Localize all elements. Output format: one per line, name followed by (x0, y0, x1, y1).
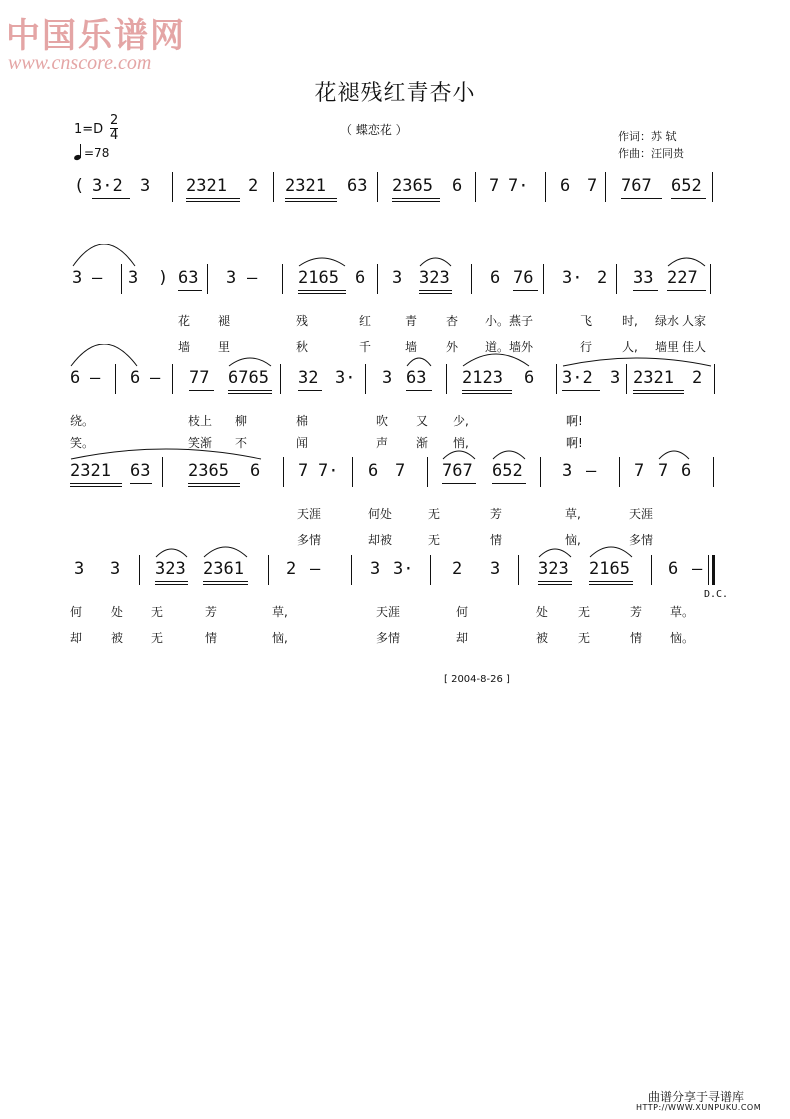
note-group: 652 (671, 176, 702, 196)
lyric-verse-2: 人, (622, 340, 638, 354)
lyric-verse-1: 褪 (218, 314, 231, 328)
note-group: 6 (560, 176, 571, 196)
barline (377, 264, 378, 294)
lyric-verse-2: 情 (205, 631, 218, 645)
lyric-verse-2: 墙里 (655, 340, 680, 354)
note-group: 227 (667, 268, 698, 288)
lyric-verse-1: 处 (111, 605, 124, 619)
rhythm-underline (633, 290, 658, 291)
note-group: 33 (633, 268, 654, 288)
note-group: 3 (140, 176, 151, 196)
lyric-verse-2: 佳人 (682, 340, 707, 354)
lyric-verse-2: 恼。 (670, 631, 695, 645)
rhythm-underline (70, 486, 122, 487)
note-group: 2365 (392, 176, 433, 196)
note-group: 6 (368, 461, 379, 481)
time-signature-top: 2 (110, 113, 119, 128)
rhythm-underline (186, 198, 240, 199)
lyric-verse-1: 天涯 (629, 507, 654, 521)
note-group: 2 (452, 559, 463, 579)
note-group: 323 (155, 559, 186, 579)
note-group: 6 (130, 368, 141, 388)
note-group: 323 (538, 559, 569, 579)
score-row-4 (0, 455, 790, 547)
barline (139, 555, 140, 585)
note-group: 6 (452, 176, 463, 196)
note-group: 3 (490, 559, 501, 579)
lyric-verse-2: 却 (70, 631, 83, 645)
barline (475, 172, 476, 202)
note-group: 3 (382, 368, 393, 388)
slur-arc (70, 344, 138, 368)
rhythm-underline (621, 198, 662, 199)
note-group: 63 (178, 268, 199, 288)
lyric-verse-1: 芳 (490, 507, 503, 521)
score-row-1 (0, 170, 790, 250)
note-group: 63 (406, 368, 427, 388)
rhythm-underline (589, 581, 633, 582)
slur-arc (298, 244, 346, 268)
barline (540, 457, 541, 487)
barline (605, 172, 606, 202)
rhythm-underline (285, 198, 337, 199)
barline (619, 457, 620, 487)
lyric-verse-1: 芳 (630, 605, 643, 619)
note-group: ( (74, 176, 85, 196)
lyric-verse-2: 闻 (296, 436, 309, 450)
lyric-verse-1: 少, (453, 414, 469, 428)
lyric-verse-2: 多情 (376, 631, 401, 645)
rhythm-underline (188, 483, 240, 484)
note-group: 2123 (462, 368, 503, 388)
barline (283, 457, 284, 487)
lyric-verse-2: 墙 (178, 340, 191, 354)
rhythm-underline (188, 486, 240, 487)
lyric-verse-2: 恼, (565, 533, 581, 547)
rhythm-underline (513, 290, 538, 291)
barline (556, 364, 557, 394)
note-group: 63 (347, 176, 368, 196)
lyric-verse-2: 情 (630, 631, 643, 645)
note-group: 3 (610, 368, 621, 388)
lyric-verse-2: 秋 (296, 340, 309, 354)
lyric-verse-1: 棉 (296, 414, 309, 428)
note-group: 3 (128, 268, 139, 288)
lyric-verse-1: 无 (151, 605, 164, 619)
rhythm-underline (589, 584, 633, 585)
note-group: 767 (442, 461, 473, 481)
barline (446, 364, 447, 394)
rhythm-underline (285, 201, 337, 202)
lyric-verse-1: 时, (622, 314, 638, 328)
rhythm-underline (203, 581, 248, 582)
rhythm-underline (492, 483, 526, 484)
rhythm-underline (462, 390, 512, 391)
note-group: 6 (524, 368, 535, 388)
quarter-note-icon (74, 144, 82, 160)
lyric-verse-2: 道。墙外 (485, 340, 534, 354)
note-group: – (92, 268, 103, 288)
note-group: 7 (658, 461, 669, 481)
barline (121, 264, 122, 294)
lyric-verse-2: 却 (456, 631, 469, 645)
rhythm-underline (671, 198, 706, 199)
lyric-verse-1: 花 (178, 314, 191, 328)
lyric-verse-2: 被 (111, 631, 124, 645)
lyric-verse-1: 天涯 (376, 605, 401, 619)
barline (115, 364, 116, 394)
barline (651, 555, 652, 585)
rhythm-underline (462, 393, 512, 394)
note-group: 323 (419, 268, 450, 288)
barline (282, 264, 283, 294)
barline (518, 555, 519, 585)
lyric-verse-1: 飞 (580, 314, 593, 328)
note-group: 7 (395, 461, 406, 481)
note-group: 2 (286, 559, 297, 579)
lyric-verse-2: 啊! (566, 436, 583, 450)
barline (352, 457, 353, 487)
lyric-verse-1: 枝上 (188, 414, 213, 428)
rhythm-underline (562, 390, 600, 391)
lyric-verse-2: 不 (235, 436, 248, 450)
lyric-verse-1: 草。 (670, 605, 695, 619)
lyric-verse-1: 处 (536, 605, 549, 619)
rhythm-underline (667, 290, 706, 291)
lyric-verse-1: 又 (416, 414, 429, 428)
lyric-verse-1: 无 (578, 605, 591, 619)
note-group: 6 (490, 268, 501, 288)
lyric-verse-2: 多情 (297, 533, 322, 547)
barline (268, 555, 269, 585)
rhythm-underline (538, 581, 572, 582)
rhythm-underline (406, 390, 432, 391)
lyric-verse-2: 声 (376, 436, 389, 450)
barline (626, 364, 627, 394)
lyric-verse-1: 红 (359, 314, 372, 328)
note-group: ) (158, 268, 169, 288)
rhythm-underline (392, 201, 440, 202)
lyric-verse-2: 无 (151, 631, 164, 645)
note-group: 6 (70, 368, 81, 388)
rhythm-underline (298, 290, 346, 291)
slur-arc (155, 535, 188, 559)
slur-arc (492, 437, 526, 461)
rhythm-underline (298, 390, 322, 391)
note-group: 3·2 (92, 176, 123, 196)
slur-arc (562, 344, 712, 368)
lyric-verse-2: 行 (580, 340, 593, 354)
lyric-verse-2: 被 (536, 631, 549, 645)
note-group: 3· (335, 368, 356, 388)
lyric-verse-2: 无 (578, 631, 591, 645)
lyric-verse-1: 柳 (235, 414, 248, 428)
barline (714, 364, 715, 394)
note-group: 2165 (298, 268, 339, 288)
note-group: 6 (355, 268, 366, 288)
key-signature: 1=D (74, 122, 104, 137)
lyric-verse-1: 何 (70, 605, 83, 619)
score-row-5 (0, 553, 790, 645)
lyric-verse-1: 绿水 (655, 314, 680, 328)
note-group: 3 (562, 461, 573, 481)
slur-arc (538, 535, 572, 559)
lyric-verse-1: 何处 (368, 507, 393, 521)
note-group: 76 (513, 268, 534, 288)
rhythm-underline (228, 390, 272, 391)
note-group: – (692, 559, 703, 579)
note-group: 3 (226, 268, 237, 288)
lyric-verse-1: 吹 (376, 414, 389, 428)
lyric-verse-1: 啊! (566, 414, 583, 428)
note-group: 2365 (188, 461, 229, 481)
tempo-marking (74, 144, 109, 160)
note-group: 6765 (228, 368, 269, 388)
slur-arc (228, 344, 272, 368)
song-title: 花褪残红青杏小 (314, 81, 476, 106)
double-barline (708, 555, 709, 585)
time-signature (110, 114, 118, 143)
lyric-verse-1: 人家 (682, 314, 707, 328)
slur-arc (406, 344, 432, 368)
lyric-verse-1: 绕。 (70, 414, 95, 428)
rhythm-underline (186, 201, 240, 202)
score-row-3 (0, 362, 790, 450)
barline (710, 264, 711, 294)
lyric-verse-2: 千 (359, 340, 372, 354)
barline (162, 457, 163, 487)
slur-arc (667, 244, 706, 268)
lyric-verse-1: 杏 (446, 314, 459, 328)
barline (430, 555, 431, 585)
note-group: 767 (621, 176, 652, 196)
rhythm-underline (130, 483, 152, 484)
lyric-verse-2: 渐 (416, 436, 429, 450)
note-group: 3 (370, 559, 381, 579)
slur-arc (442, 437, 476, 461)
note-group: 2321 (285, 176, 326, 196)
rhythm-underline (203, 584, 248, 585)
rhythm-underline (70, 483, 122, 484)
note-group: 7 (489, 176, 500, 196)
slur-arc (70, 437, 262, 461)
lyric-verse-2: 多情 (629, 533, 654, 547)
note-group: 2321 (633, 368, 674, 388)
barline (172, 364, 173, 394)
note-group: 7 (587, 176, 598, 196)
lyricist-credit: 作词：苏 轼 (618, 130, 677, 143)
rhythm-underline (298, 293, 346, 294)
note-group: 3· (562, 268, 583, 288)
note-group: 2361 (203, 559, 244, 579)
slur-arc (658, 437, 690, 461)
barline (365, 364, 366, 394)
barline (471, 264, 472, 294)
lyric-verse-2: 悄, (453, 436, 469, 450)
lyric-verse-1: 草, (565, 507, 581, 521)
slur-arc (203, 535, 248, 559)
lyric-verse-1: 无 (428, 507, 441, 521)
note-group: 3 (392, 268, 403, 288)
barline (545, 172, 546, 202)
lyric-verse-1: 小。燕子 (485, 314, 534, 328)
note-group: – (586, 461, 597, 481)
rhythm-underline (633, 393, 684, 394)
note-group: 6 (681, 461, 692, 481)
lyric-verse-2: 里 (218, 340, 231, 354)
note-group: 3· (393, 559, 414, 579)
note-group: 77 (189, 368, 210, 388)
note-group: 2321 (70, 461, 111, 481)
note-group: 6 (250, 461, 261, 481)
note-group: – (247, 268, 258, 288)
note-group: 7 (298, 461, 309, 481)
lyric-verse-2: 墙 (405, 340, 418, 354)
note-group: – (90, 368, 101, 388)
note-group: 3·2 (562, 368, 593, 388)
rhythm-underline (92, 198, 130, 199)
note-group: 2 (692, 368, 703, 388)
barline (427, 457, 428, 487)
note-group: 6 (668, 559, 679, 579)
slur-arc (72, 244, 136, 268)
rhythm-underline (155, 584, 188, 585)
note-group: – (310, 559, 321, 579)
lyric-verse-2: 外 (446, 340, 459, 354)
composer-credit: 作曲：汪同贵 (618, 147, 684, 160)
slur-arc (462, 344, 530, 368)
note-group: 7 (634, 461, 645, 481)
watermark-logo-text: 中国乐谱网 (6, 18, 186, 55)
note-group: – (150, 368, 161, 388)
lyric-verse-1: 芳 (205, 605, 218, 619)
rhythm-underline (228, 393, 272, 394)
da-capo-marking: D.C. (704, 589, 729, 600)
note-group: 63 (130, 461, 151, 481)
lyric-verse-1: 残 (296, 314, 309, 328)
lyric-verse-1: 草, (272, 605, 288, 619)
note-group: 3 (110, 559, 121, 579)
lyric-verse-1: 何 (456, 605, 469, 619)
lyric-verse-2: 无 (428, 533, 441, 547)
slur-arc (589, 535, 633, 559)
note-group: 3 (72, 268, 83, 288)
barline (207, 264, 208, 294)
barline (543, 264, 544, 294)
rhythm-underline (419, 290, 452, 291)
final-barline (712, 555, 715, 585)
rhythm-underline (538, 584, 572, 585)
lyric-verse-2: 恼, (272, 631, 288, 645)
rhythm-underline (155, 581, 188, 582)
lyric-verse-2: 却被 (368, 533, 393, 547)
barline (377, 172, 378, 202)
lyric-verse-1: 青 (405, 314, 418, 328)
tempo-value: =78 (84, 146, 110, 160)
note-group: 652 (492, 461, 523, 481)
lyric-verse-2: 笑渐 (188, 436, 213, 450)
barline (172, 172, 173, 202)
lyric-verse-2: 情 (490, 533, 503, 547)
score-row-2 (0, 262, 790, 354)
footer-site-name: 曲谱分享于寻谱库 (648, 1090, 745, 1104)
barline (280, 364, 281, 394)
rhythm-underline (189, 390, 214, 391)
note-group: 2165 (589, 559, 630, 579)
watermark-url: www.cnscore.com (8, 52, 152, 74)
barline (713, 457, 714, 487)
note-group: 3 (74, 559, 85, 579)
barline (273, 172, 274, 202)
barline (616, 264, 617, 294)
song-subtitle: （ 蝶恋花 ） (340, 123, 408, 137)
note-group: 2321 (186, 176, 227, 196)
time-signature-bottom: 4 (110, 128, 119, 143)
rhythm-underline (392, 198, 440, 199)
note-group: 7· (508, 176, 529, 196)
lyric-verse-1: 天涯 (297, 507, 322, 521)
rhythm-underline (633, 390, 684, 391)
lyric-verse-2: 笑。 (70, 436, 95, 450)
rhythm-underline (442, 483, 476, 484)
note-group: 32 (298, 368, 319, 388)
slur-arc (419, 244, 452, 268)
footer-url: HTTP://WWW.XUNPUKU.COM (636, 1103, 762, 1112)
rhythm-underline (419, 293, 452, 294)
barline (351, 555, 352, 585)
barline (712, 172, 713, 202)
rhythm-underline (178, 290, 202, 291)
note-group: 2 (248, 176, 259, 196)
note-group: 7· (318, 461, 339, 481)
date-stamp: [ 2004-8-26 ] (444, 674, 510, 685)
note-group: 2 (597, 268, 608, 288)
